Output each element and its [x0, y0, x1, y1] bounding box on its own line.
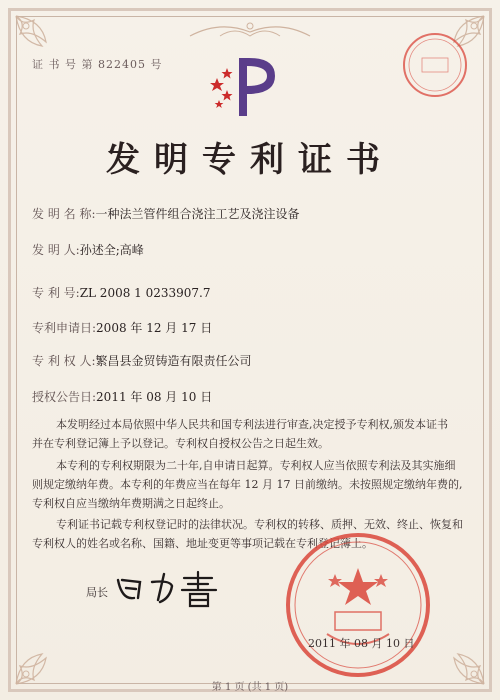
- filing-date-label: 专利申请日:: [32, 321, 97, 335]
- filing-date-value: 2008 年 12 月 17 日: [96, 321, 213, 335]
- body-line: 专利证书记载专利权登记时的法律状况。专利权的转移、质押、无效、终止、恢复和: [56, 518, 463, 531]
- seal-date: 2011 年 08 月 10 日: [308, 637, 415, 650]
- patentee-label: 专 利 权 人:: [32, 354, 96, 368]
- body-line: 专利权自应当缴纳年费期满之日起终止。: [32, 497, 230, 510]
- body-line: 本发明经过本局依照中华人民共和国专利法进行审查,决定授予专利权,颁发本证书: [56, 418, 448, 431]
- patent-number-row: [32, 284, 211, 301]
- inventors-value: 孙述全;高峰: [79, 243, 144, 257]
- official-seal-icon: [283, 530, 433, 680]
- patent-number-value: ZL 2008 1 0233907.7: [79, 286, 211, 300]
- grant-date-row: [32, 388, 212, 405]
- patentee-row: [32, 352, 252, 369]
- patentee-value: 繁昌县金贸铸造有限责任公司: [95, 354, 252, 368]
- page-footer: 第 1 页 (共 1 页): [211, 682, 289, 693]
- patent-number-label: 专 利 号:: [32, 286, 80, 300]
- patent-office-logo-icon: [205, 50, 280, 120]
- body-line: 本专利的专利权期限为二十年,自申请日起算。专利权人应当依照专利法及其实施细: [56, 459, 456, 472]
- handwritten-signature-icon: [112, 568, 232, 610]
- grant-date-value: 2011 年 08 月 10 日: [96, 390, 213, 404]
- filing-date-row: [32, 319, 212, 336]
- director-label: 局长: [86, 586, 108, 599]
- inventors-row: [32, 241, 144, 258]
- body-line: 则规定缴纳年费。本专利的年费应当在每年 12 月 17 日前缴纳。未按照规定缴纳年费的,: [32, 478, 463, 491]
- grant-date-label: 授权公告日:: [32, 390, 97, 404]
- body-paragraph: [32, 415, 468, 453]
- registration-stamp-icon: [400, 30, 470, 100]
- invention-name-row: [32, 205, 300, 222]
- body-paragraph: [32, 456, 468, 513]
- body-line: 专利权人的姓名或名称、国籍、地址变更等事项记载在专利登记簿上。: [32, 537, 373, 550]
- top-ornament-icon: [180, 18, 320, 42]
- inventors-label: 发 明 人:: [32, 243, 80, 257]
- body-line: 并在专利登记簿上予以登记。专利权自授权公告之日起生效。: [32, 437, 329, 450]
- invention-name-value: 一种法兰管件组合浇注工艺及浇注设备: [95, 207, 300, 221]
- certificate-number: 证 书 号 第 822405 号: [32, 58, 163, 71]
- invention-name-label: 发 明 名 称:: [32, 207, 96, 221]
- page-title: 发明专利证书: [106, 140, 394, 180]
